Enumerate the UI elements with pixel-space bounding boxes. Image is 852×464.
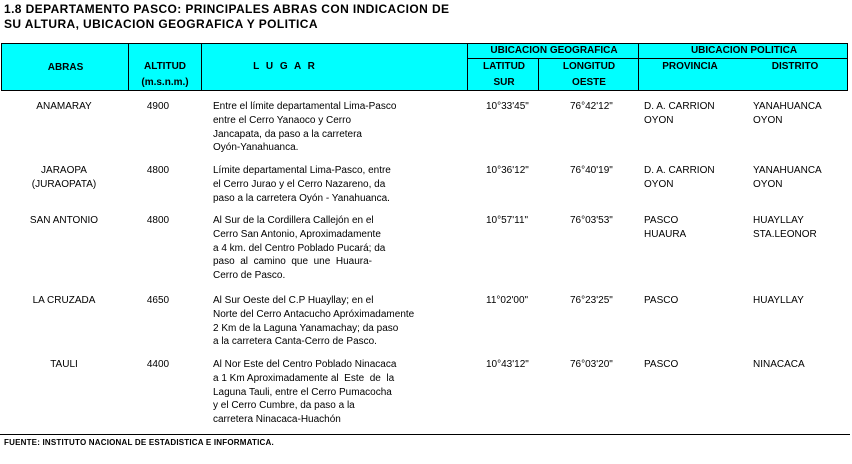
header-abras: ABRAS bbox=[47, 62, 84, 73]
header-provincia: PROVINCIA bbox=[662, 61, 718, 72]
cell-abra: TAULI bbox=[50, 359, 78, 370]
cell-provincia: D. A. CARRION OYON bbox=[644, 101, 715, 126]
header-ubicacion-geografica: UBICACION GEOGRAFICA bbox=[490, 45, 618, 56]
header-divider bbox=[201, 44, 202, 90]
cell-distrito: HUAYLLAY bbox=[753, 295, 804, 306]
header-divider bbox=[538, 58, 539, 90]
cell-lugar: Al Sur Oeste del C.P Huayllay; en el Norte del Cerro Antacucho Apróximadamente 2 Km de la Laguna Yanamachay; da paso a la carretera Canta-Cerro de Pasco. bbox=[213, 295, 415, 348]
cell-distrito: NINACACA bbox=[753, 359, 805, 370]
cell-abra: ANAMARAY bbox=[36, 101, 92, 112]
header-sur: SUR bbox=[493, 77, 515, 88]
cell-abra: JARAOPA (JURAOPATA) bbox=[31, 165, 97, 190]
cell-longitud: 76°42'12" bbox=[570, 101, 613, 112]
header-divider bbox=[467, 58, 848, 59]
cell-latitud: 10°57'11" bbox=[486, 215, 529, 226]
cell-provincia: D. A. CARRION OYON bbox=[644, 165, 715, 190]
cell-distrito: YANAHUANCA OYON bbox=[753, 101, 822, 126]
cell-altitud: 4650 bbox=[146, 295, 170, 306]
cell-latitud: 11°02'00" bbox=[486, 295, 529, 306]
cell-lugar: Al Nor Este del Centro Poblado Ninacaca a 1 Km Aproximadamente al Este de la Laguna Tauli, entre el Cerro Pumacocha y el Cerro Cumbre, da paso a la carretera Ninacaca-Huachón bbox=[213, 359, 397, 426]
cell-latitud: 10°36'12" bbox=[486, 165, 529, 176]
header-altitud: ALTITUD bbox=[143, 61, 187, 72]
header-longitud: LONGITUD bbox=[562, 61, 616, 72]
cell-provincia: PASCO HUAURA bbox=[644, 215, 687, 240]
cell-distrito: HUAYLLAY STA.LEONOR bbox=[753, 215, 817, 240]
cell-provincia: PASCO bbox=[644, 359, 679, 370]
cell-lugar: Entre el límite departamental Lima-Pasco entre el Cerro Yanaoco y Cerro Jancapata, da paso a la carretera Oyón-Yanahuanca. bbox=[213, 101, 397, 154]
header-divider bbox=[467, 44, 468, 90]
table-header bbox=[1, 43, 848, 91]
cell-altitud: 4400 bbox=[146, 359, 170, 370]
cell-provincia: PASCO bbox=[644, 295, 679, 306]
cell-longitud: 76°40'19" bbox=[570, 165, 613, 176]
cell-longitud: 76°23'25" bbox=[570, 295, 613, 306]
header-divider bbox=[128, 44, 129, 90]
cell-distrito: YANAHUANCA OYON bbox=[753, 165, 822, 190]
header-altitud-unit: (m.s.n.m.) bbox=[141, 77, 189, 88]
cell-latitud: 10°43'12" bbox=[486, 359, 529, 370]
cell-abra: SAN ANTONIO bbox=[29, 215, 99, 226]
footer-rule bbox=[0, 434, 850, 435]
cell-altitud: 4900 bbox=[146, 101, 170, 112]
cell-latitud: 10°33'45" bbox=[486, 101, 529, 112]
cell-lugar: Límite departamental Lima-Pasco, entre el Cerro Jurao y el Cerro Nazareno, da paso a la carretera Oyón - Yanahuanca. bbox=[213, 165, 391, 204]
source-footnote: FUENTE: INSTITUTO NACIONAL DE ESTADISTICA E INFORMATICA. bbox=[4, 438, 274, 447]
cell-longitud: 76°03'20" bbox=[570, 359, 613, 370]
header-ubicacion-politica: UBICACION POLITICA bbox=[690, 45, 798, 56]
header-lugar: L U G A R bbox=[253, 61, 317, 72]
header-distrito: DISTRITO bbox=[771, 61, 819, 72]
header-divider bbox=[638, 44, 639, 90]
cell-abra: LA CRUZADA bbox=[32, 295, 96, 306]
cell-lugar: Al Sur de la Cordillera Callejón en el Cerro San Antonio, Aproximadamente a 4 km. del Centro Poblado Pucará; da paso al camino que une Huaura- Cerro de Pasco. bbox=[213, 215, 386, 282]
table-title: 1.8 DEPARTAMENTO PASCO: PRINCIPALES ABRAS CON INDICACION DE SU ALTURA, UBICACION GEOGRAFICA Y POLITICA bbox=[4, 2, 450, 31]
cell-altitud: 4800 bbox=[146, 165, 170, 176]
header-oeste: OESTE bbox=[572, 77, 606, 88]
cell-longitud: 76°03'53" bbox=[570, 215, 613, 226]
cell-altitud: 4800 bbox=[146, 215, 170, 226]
header-latitud: LATITUD bbox=[482, 61, 526, 72]
